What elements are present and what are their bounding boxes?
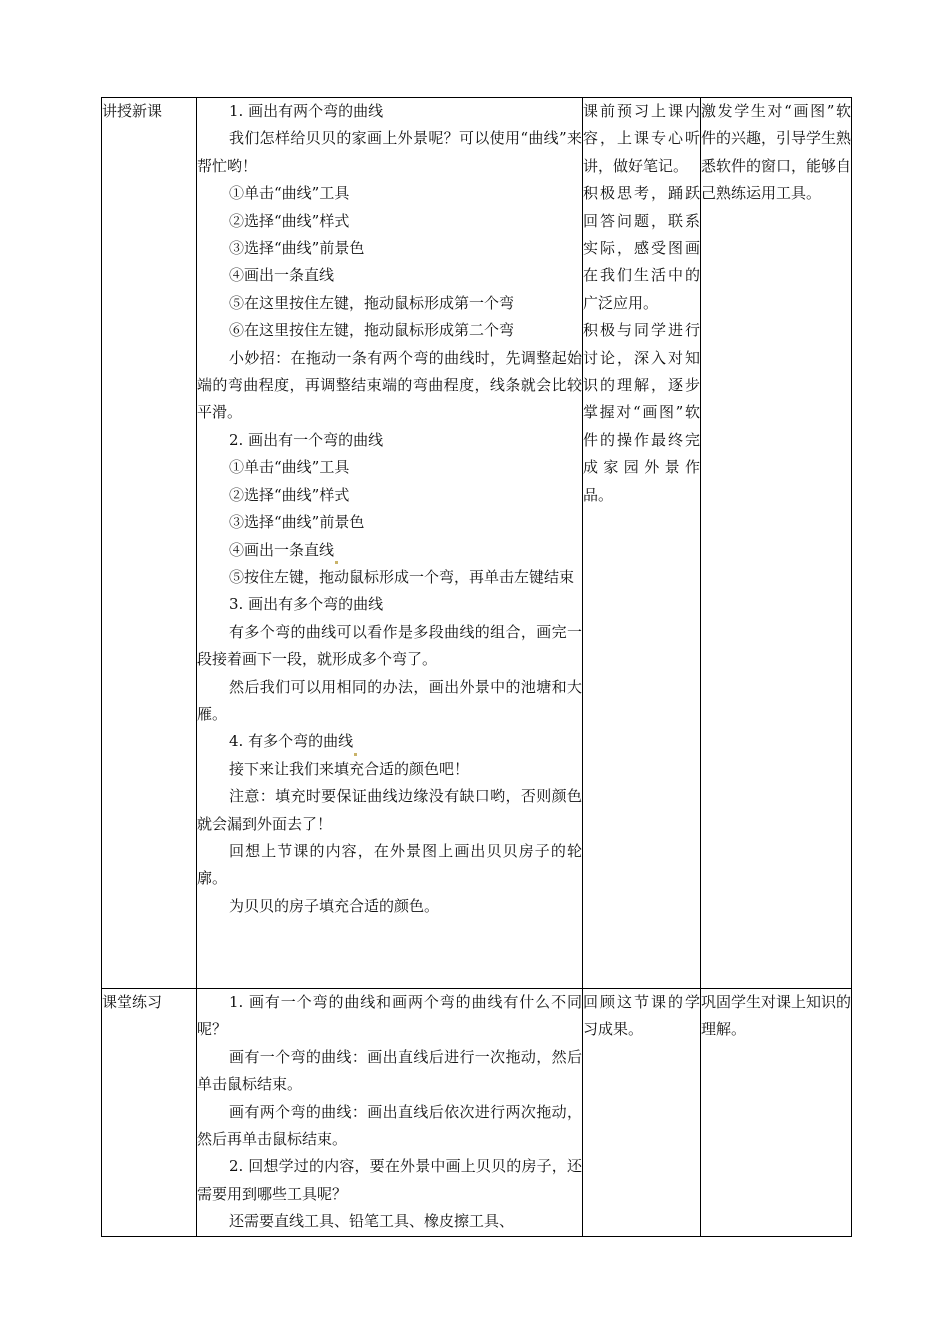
section-heading: 课堂练习 xyxy=(102,989,197,1237)
student-activity: 积极思考，踊跃回答问题，联系实际，感受图画在我们生活中的广泛应用。 xyxy=(583,184,700,312)
teacher-activity-cell xyxy=(197,98,583,989)
paragraph: 回想上节课的内容，在外景图上画出贝贝房子的轮廓。 xyxy=(197,841,582,888)
step-heading: 3. 画出有多个弯的曲线 xyxy=(229,595,384,614)
lesson-plan-table xyxy=(101,97,852,1237)
teacher-activity-cell xyxy=(197,989,583,1237)
design-intent-cell xyxy=(701,989,852,1237)
note-paragraph: 注意：填充时要保证曲线边缘没有缺口哟，否则颜色就会漏到外面去了！ xyxy=(197,787,582,833)
student-activity: 回顾这节课的学习成果。 xyxy=(583,993,700,1039)
paragraph: 为贝贝的房子填充合适的颜色。 xyxy=(229,896,440,915)
question: 1. 画有一个弯的曲线和画两个弯的曲线有什么不同呢？ xyxy=(197,993,582,1039)
section-heading: 讲授新课 xyxy=(102,98,197,989)
step-heading xyxy=(197,728,582,755)
step-item: ③选择“曲线”前景色 xyxy=(229,239,365,258)
step-item: ③选择“曲线”前景色 xyxy=(229,513,365,532)
step-item: ②选择“曲线”样式 xyxy=(229,211,350,230)
step-heading: 1. 画出有两个弯的曲线 xyxy=(229,102,384,120)
table-row xyxy=(102,98,852,989)
step-item: ⑥在这里按住左键，拖动鼠标形成第二个弯 xyxy=(229,321,515,340)
step-heading: 2. 画出有一个弯的曲线 xyxy=(229,430,384,449)
step-heading-text: 4. 有多个弯的曲线 xyxy=(229,732,354,751)
student-activity: 课前预习上课内容，上课专心听讲，做好笔记。 xyxy=(583,102,700,175)
answer: 画有两个弯的曲线：画出直线后依次进行两次拖动，然后再单击鼠标结束。 xyxy=(197,1102,582,1149)
table-row xyxy=(102,989,852,1237)
question: 2. 回想学过的内容，要在外景中画上贝贝的房子，还需要用到哪些工具呢？ xyxy=(197,1157,582,1203)
design-intent: 激发学生对“画图”软件的兴趣，引导学生熟悉软件的窗口，能够自己熟练运用工具。 xyxy=(701,102,852,203)
answer: 还需要直线工具、铅笔工具、橡皮擦工具、 xyxy=(229,1212,515,1231)
step-item: ⑤按住左键，拖动鼠标形成一个弯，再单击左键结束 xyxy=(229,567,575,586)
step-item-text: ④画出一条直线 xyxy=(229,540,335,559)
step-item xyxy=(197,537,582,564)
design-intent: 巩固学生对课上知识的理解。 xyxy=(701,993,852,1039)
design-intent-cell xyxy=(701,98,852,989)
step-item: ②选择“曲线”样式 xyxy=(229,485,350,504)
paragraph: 我们怎样给贝贝的家画上外景呢？可以使用“曲线”来帮忙哟！ xyxy=(197,129,582,175)
tip-paragraph: 小妙招：在拖动一条有两个弯的曲线时，先调整起始端的弯曲程度，再调整结束端的弯曲程度，线条就会比较平滑。 xyxy=(197,348,582,422)
paragraph: 接下来让我们来填充合适的颜色吧！ xyxy=(229,759,470,778)
student-activity: 积极与同学进行讨论，深入对知识的理解，逐步掌握对“画图”软件的操作最终完成家园外景作品。 xyxy=(583,321,700,504)
step-item: ④画出一条直线 xyxy=(229,266,335,285)
answer: 画有一个弯的曲线：画出直线后进行一次拖动，然后单击鼠标结束。 xyxy=(197,1047,582,1094)
paragraph: 然后我们可以用相同的办法，画出外景中的池塘和大雁。 xyxy=(197,677,582,723)
step-item: ⑤在这里按住左键，拖动鼠标形成第一个弯 xyxy=(229,293,515,312)
paragraph: 有多个弯的曲线可以看作是多段曲线的组合，画完一段接着画下一段，就形成多个弯了。 xyxy=(197,622,582,669)
step-item: ①单击“曲线”工具 xyxy=(229,458,350,477)
student-activity-cell xyxy=(583,989,701,1237)
student-activity-cell xyxy=(583,98,701,989)
step-item: ①单击“曲线”工具 xyxy=(229,184,350,203)
